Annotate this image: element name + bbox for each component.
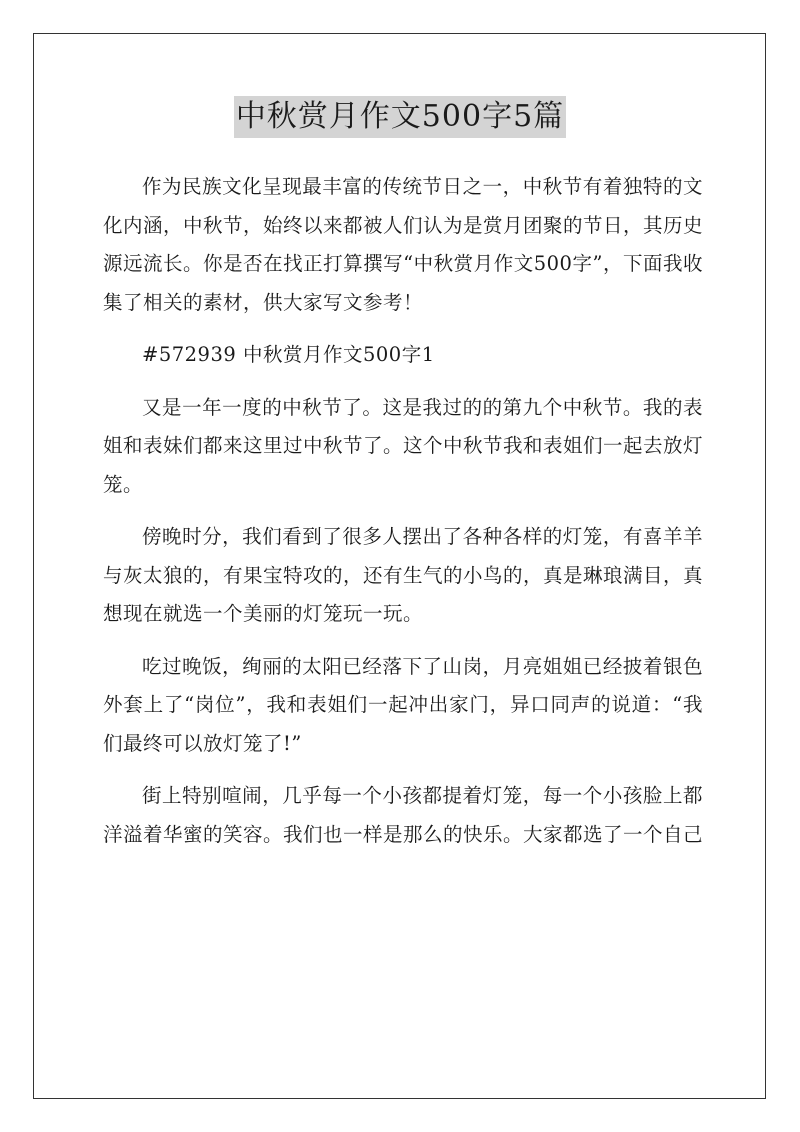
- document-body: [103, 168, 703, 868]
- body-paragraph: 吃过晚饭，绚丽的太阳已经落下了山岗，月亮姐姐已经披着银色外套上了“岗位”，我和表姐们一起冲出家门，异口同声的说道：“我们最终可以放灯笼了!”: [103, 654, 703, 755]
- section-heading: #572939 中秋赏月作文500字1: [142, 343, 435, 366]
- intro-paragraph: 作为民族文化呈现最丰富的传统节日之一，中秋节有着独特的文化内涵，中秋节，始终以来都被人们认为是赏月团聚的节日，其历史源远流长。你是否在找正打算撰写“中秋赏月作文500字”，下面我收集了相关的素材，供大家写文参考！: [103, 175, 704, 314]
- body-paragraph: 又是一年一度的中秋节了。这是我过的的第九个中秋节。我的表姐和表妹们都来这里过中秋节了。这个中秋节我和表姐们一起去放灯笼。: [103, 395, 704, 496]
- title-container: [0, 96, 800, 138]
- document-title: 中秋赏月作文500字5篇: [234, 96, 566, 138]
- body-paragraph: 傍晚时分，我们看到了很多人摆出了各种各样的灯笼，有喜羊羊与灰太狼的，有果宝特攻的，还有生气的小鸟的，真是琳琅满目，真想现在就选一个美丽的灯笼玩一玩。: [103, 525, 704, 625]
- body-paragraph: 街上特别喧闹，几乎每一个小孩都提着灯笼，每一个小孩脸上都洋溢着华蜜的笑容。我们也一样是那么的快乐。大家都选了一个自己: [103, 784, 704, 846]
